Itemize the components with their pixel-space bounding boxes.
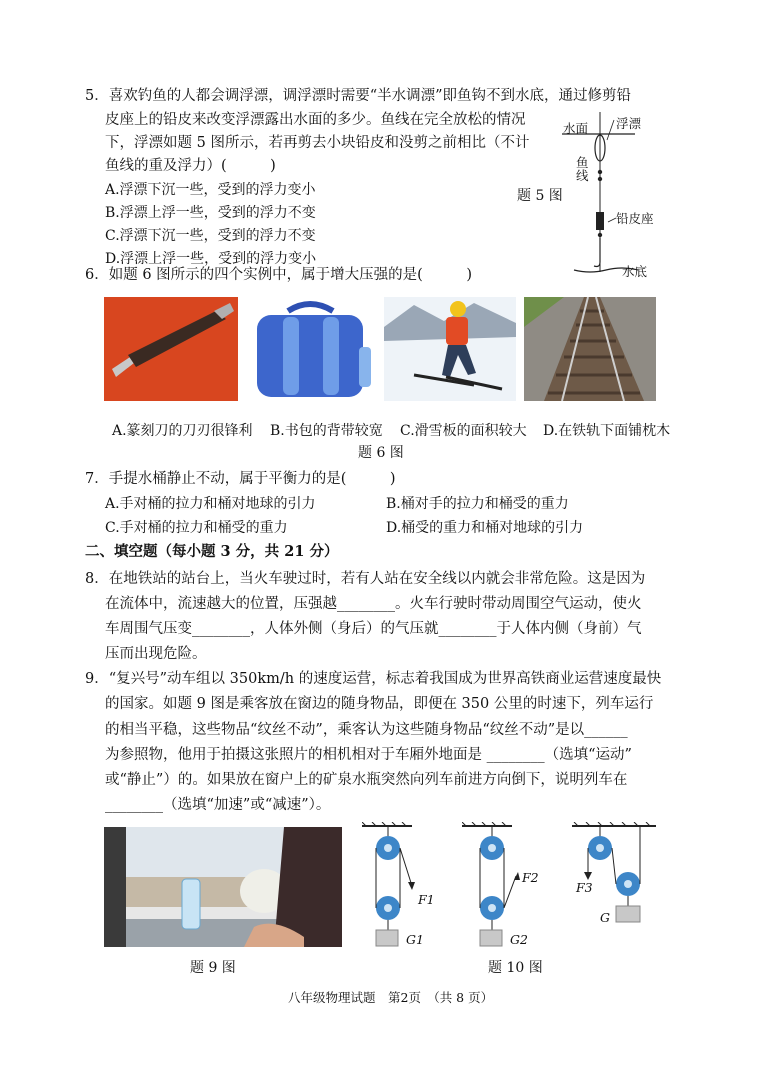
q5-line-4: 鱼线的重及浮力）( ) bbox=[105, 158, 276, 174]
water-bottom-label: 水底 bbox=[622, 264, 648, 279]
q6-stem: 6．如题 6 图所示的四个实例中，属于增大压强的是( ) bbox=[85, 267, 472, 283]
train-window-photo bbox=[104, 827, 342, 947]
q6-option-b: B.书包的背带较宽 bbox=[270, 423, 383, 439]
q8-line-2: 在流体中，流速越大的位置，压强越________。火车行驶时带动周围空气运动，使火 bbox=[105, 596, 642, 612]
weight-g2-label: G2 bbox=[510, 932, 528, 947]
weight-g1-label: G1 bbox=[406, 932, 424, 947]
q5-option-d: D.浮漂上浮一些，受到的浮力变小 bbox=[105, 251, 317, 267]
q5-line-1: 5．喜欢钓鱼的人都会调浮漂，调浮漂时需要“半水调漂”即鱼钩不到水底，通过修剪铅 bbox=[85, 88, 632, 104]
force-f3-label: F3 bbox=[576, 880, 593, 895]
q7-option-c: C.手对桶的拉力和桶受的重力 bbox=[105, 520, 288, 536]
float-label: 浮漂 bbox=[616, 116, 642, 131]
backpack-photo bbox=[243, 297, 377, 401]
force-f1-label: F1 bbox=[418, 892, 435, 907]
q5-option-b: B.浮漂上浮一些，受到的浮力不变 bbox=[105, 205, 316, 221]
q9-line-6: ________（选填“加速”或“减速”）。 bbox=[105, 797, 331, 813]
q9-line-3: 的相当平稳，这些物品“纹丝不动”，乘客认为这些随身物品“纹丝不动”是以______ bbox=[105, 722, 628, 738]
pulley-diagram-3 bbox=[572, 822, 662, 932]
railway-photo bbox=[524, 297, 656, 401]
q7-option-d: D.桶受的重力和桶对地球的引力 bbox=[386, 520, 584, 536]
q8-line-1: 8．在地铁站的站台上，当火车驶过时，若有人站在安全线以内就会非常危险。这是因为 bbox=[85, 571, 646, 587]
q9-line-2: 的国家。如题 9 图是乘客放在窗边的随身物品，即便在 350 公里的时速下，列车运行 bbox=[105, 696, 654, 712]
q6-option-c: C.滑雪板的面积较大 bbox=[400, 423, 527, 439]
q5-figure-caption: 题 5 图 bbox=[517, 188, 563, 204]
q5-line-3: 下，浮漂如题 5 图所示，若再剪去小块铅皮和没剪之前相比（不计 bbox=[105, 135, 530, 151]
q8-line-4: 压而出现危险。 bbox=[105, 646, 207, 662]
q9-line-1: 9．“复兴号”动车组以 350km/h 的速度运营，标志着我国成为世界高铁商业运营速度最快 bbox=[85, 671, 662, 687]
force-f2-label: F2 bbox=[522, 870, 539, 885]
q6-option-a: A.篆刻刀的刀刃很锋利 bbox=[112, 423, 253, 439]
carving-knife-photo bbox=[104, 297, 238, 401]
q5-option-a: A.浮漂下沉一些，受到的浮力变小 bbox=[105, 182, 316, 198]
lead-seat-label: 铅皮座 bbox=[616, 211, 654, 226]
q5-line-2: 皮座上的铅皮来改变浮漂露出水面的多少。鱼线在完全放松的情况 bbox=[105, 112, 526, 128]
q7-option-a: A.手对桶的拉力和桶对地球的引力 bbox=[105, 496, 316, 512]
q8-line-3: 车周围气压变________，人体外侧（身后）的气压就________于人体内侧（身前）气 bbox=[105, 621, 642, 637]
water-surface-label: 水面 bbox=[563, 121, 589, 136]
q6-figure-caption: 题 6 图 bbox=[358, 445, 404, 461]
q5-option-c: C.浮漂下沉一些，受到的浮力不变 bbox=[105, 228, 316, 244]
float-diagram-svg bbox=[560, 112, 660, 282]
weight-g-label: G bbox=[600, 910, 610, 925]
q9-line-5: 或“静止”）的。如果放在窗户上的矿泉水瓶突然向列车前进方向倒下，说明列车在 bbox=[105, 772, 628, 788]
skier-photo bbox=[384, 297, 516, 401]
q10-figure-caption: 题 10 图 bbox=[488, 960, 543, 976]
q9-line-4: 为参照物，他用于拍摄这张照片的相机相对于车厢外地面是 ________（选填“运动” bbox=[105, 747, 632, 763]
q6-option-d: D.在铁轨下面铺枕木 bbox=[543, 423, 671, 439]
page-footer: 八年级物理试题 第2页 （共 8 页） bbox=[288, 990, 494, 1005]
q7-stem: 7．手提水桶静止不动，属于平衡力的是( ) bbox=[85, 471, 396, 487]
fishing-line-label: 鱼线 bbox=[576, 155, 589, 183]
section-2-title: 二、填空题（每小题 3 分，共 21 分） bbox=[85, 543, 339, 560]
q5-float-diagram bbox=[560, 112, 660, 282]
q9-figure-caption: 题 9 图 bbox=[190, 960, 236, 976]
q7-option-b: B.桶对手的拉力和桶受的重力 bbox=[386, 496, 569, 512]
pulley-diagram-1 bbox=[362, 822, 442, 952]
pulley-diagram-2 bbox=[462, 822, 542, 952]
